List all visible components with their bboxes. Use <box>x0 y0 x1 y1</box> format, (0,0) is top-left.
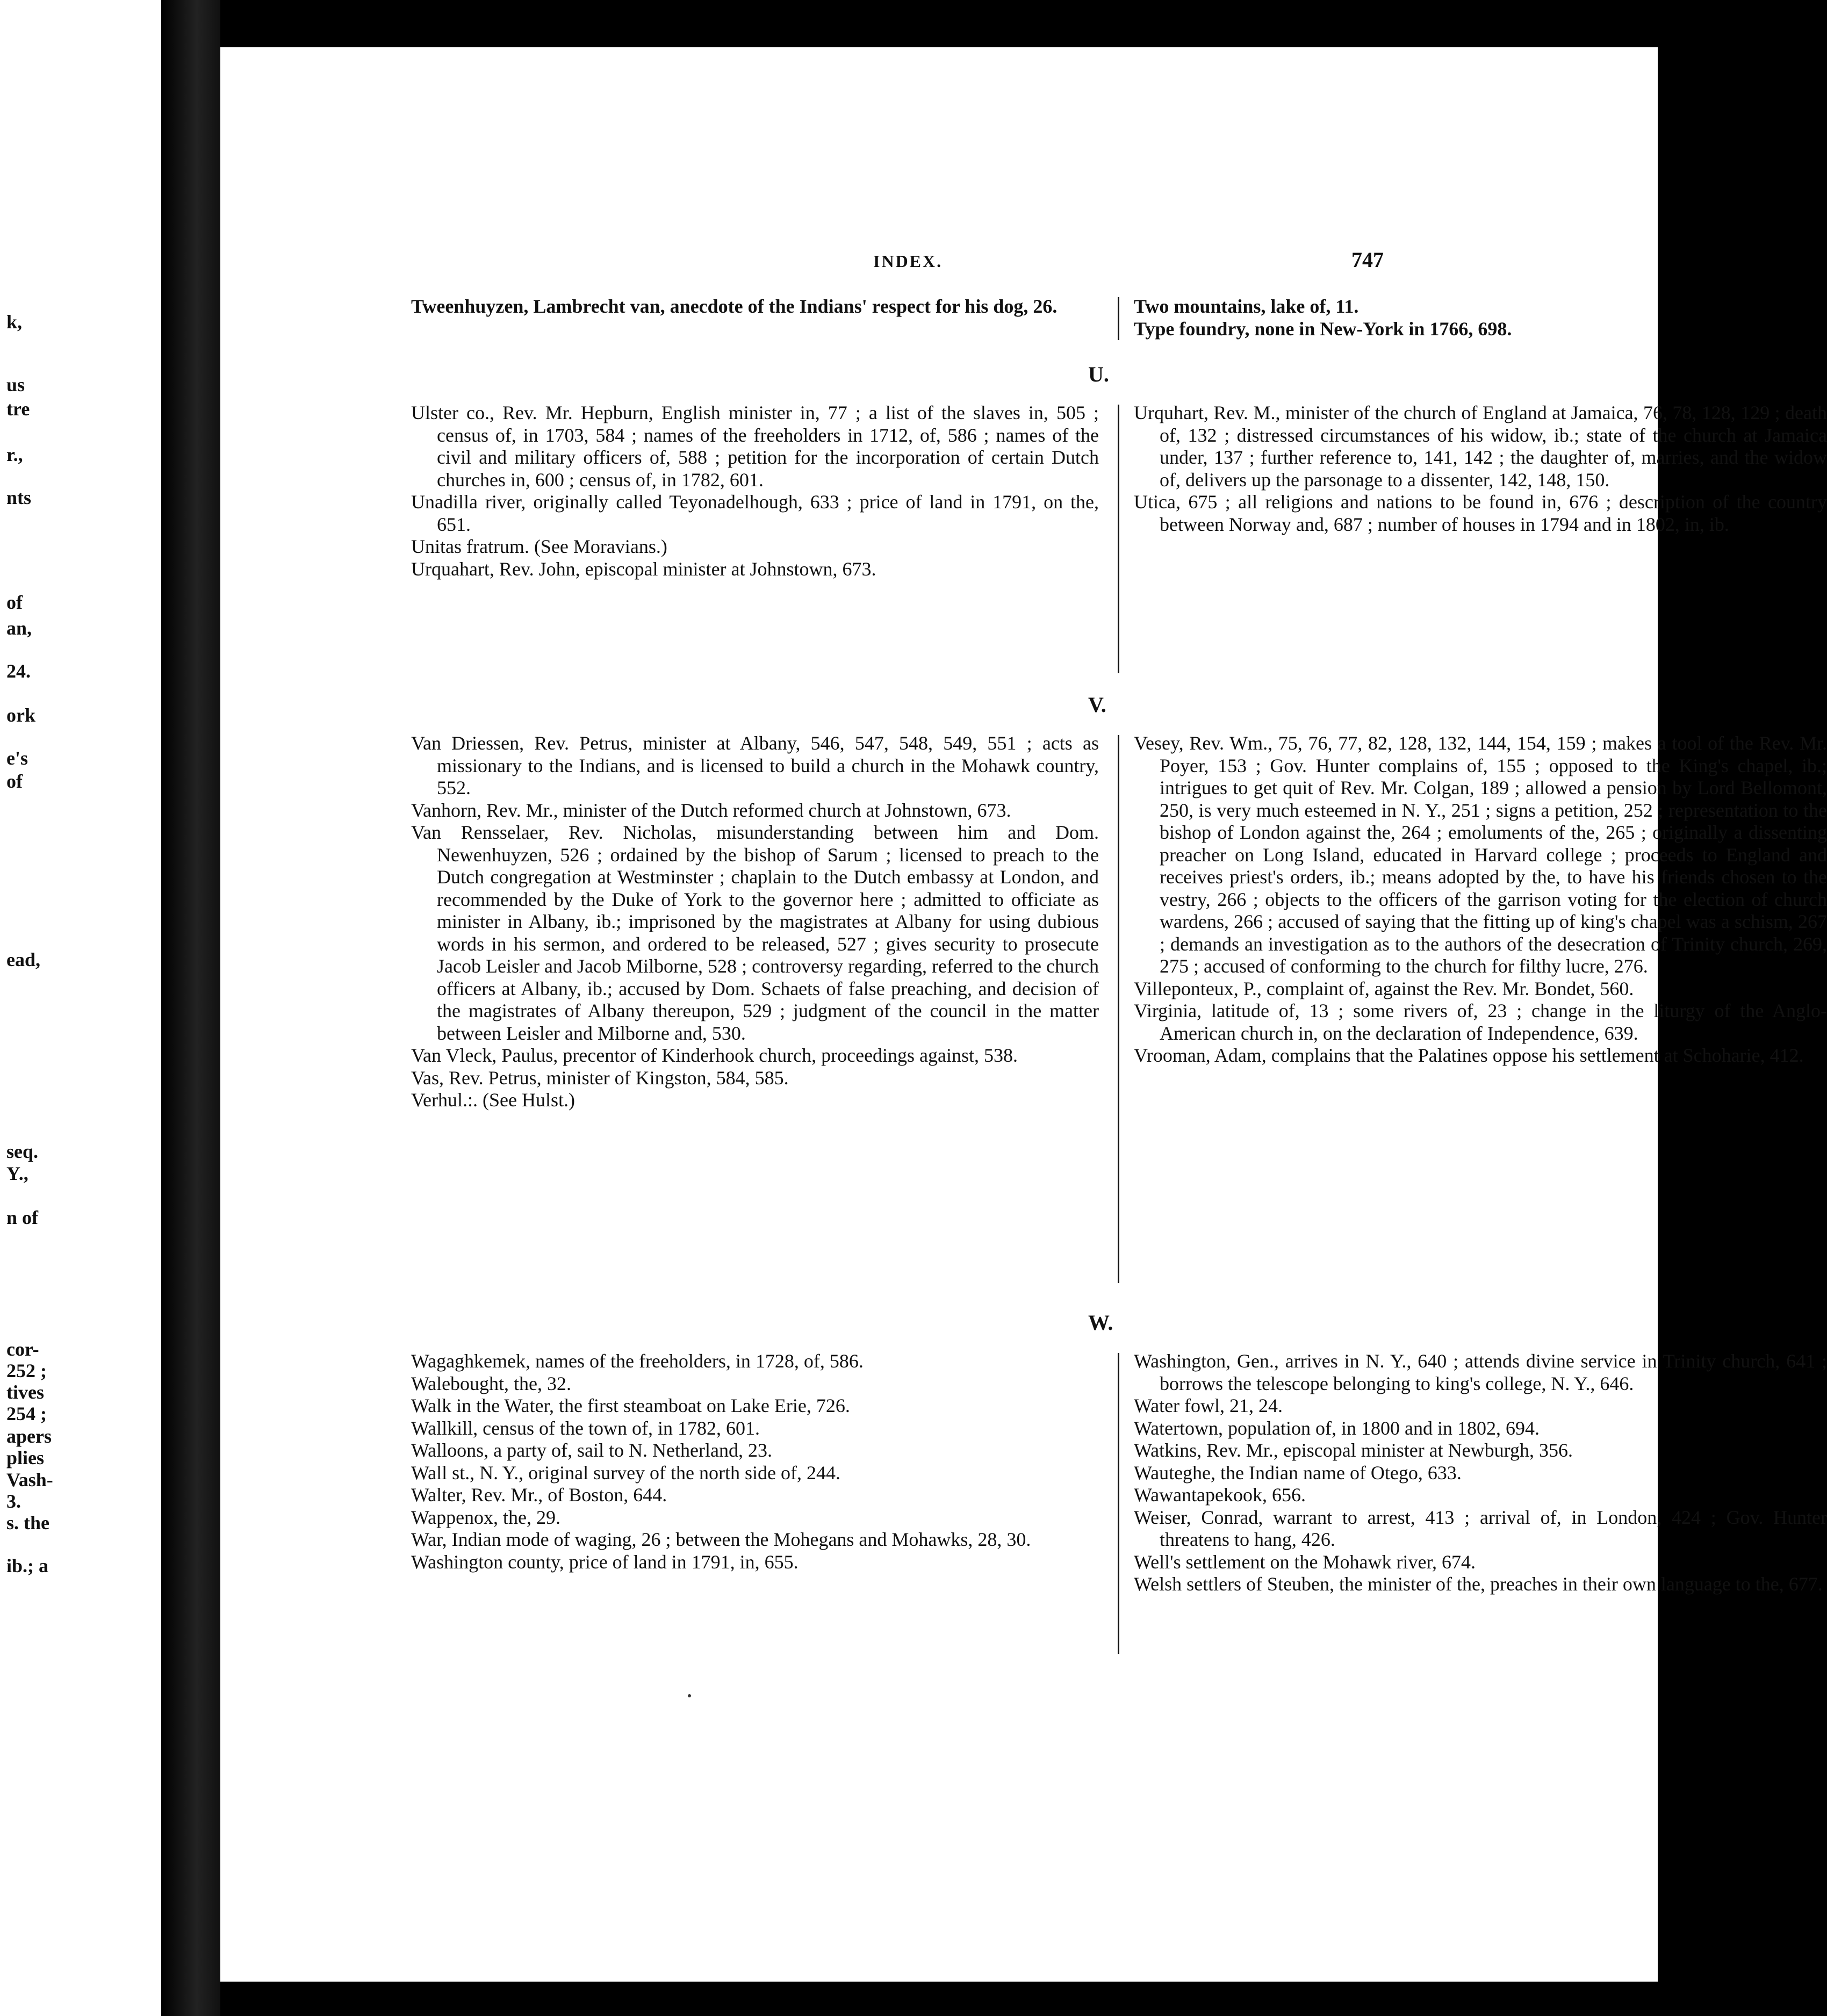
t-left-column <box>411 296 1099 318</box>
index-entry: Vesey, Rev. Wm., 75, 76, 77, 82, 128, 132, 144, 154, 159 ; makes a tool of the Rev. Mr. Poyer, 153 ; Gov. Hunter complains of, 155 ; opposed to the King's chapel, ib.; intrigues to get quit of Rev. Mr. Colgan, 189 ; allowed a pension by Lord Bellomont, 250, is very much esteemed in N. Y., 251 ; signs a petition, 252 ; representation to the bishop of London against the, 264 ; emoluments of the, 265 ; originally a dissenting preacher on Long Island, educated in Harvard college ; proceeds to England and receives priest's orders, ib.; means adopted by the, to have his friends chosen to the vestry, 266 ; objects to the officers of the garrison voting for the election of church wardens, 266 ; accused of saying that the fitting up of king's chapel was a schism, 267 ; demands an investigation as to the authors of the desecration of Trinity church, 269, 275 ; accused of conforming to the church for filthy lucre, 276. <box>1134 732 1827 977</box>
index-entry: Welsh settlers of Steuben, the minister of the, preaches in their own language to the, 677. <box>1134 1573 1823 1595</box>
index-page <box>220 47 1827 1982</box>
index-entry: Wall st., N. Y., original survey of the north side of, 244. <box>411 1461 840 1484</box>
previous-page-fragment-text: nts <box>6 487 32 508</box>
previous-page-fragment-text: seq. <box>6 1141 39 1162</box>
previous-page-fragment-text: Y., <box>6 1163 28 1184</box>
w-left-column <box>411 1350 1099 1573</box>
u-left-column <box>411 402 1099 580</box>
previous-page-fragment-text: 254 ; <box>6 1403 47 1424</box>
index-entry: Watertown, population of, in 1800 and in 1802, 694. <box>1134 1417 1540 1439</box>
w-right-column <box>1134 1350 1827 1596</box>
column-rule <box>1118 735 1119 1283</box>
u-right-column <box>1134 402 1827 536</box>
index-entry: Virginia, latitude of, 13 ; some rivers of, 23 ; change in the liturgy of the Anglo-American church in, on the declaration of Independence, 639. <box>1134 1000 1827 1044</box>
index-entry: Urquhart, Rev. M., minister of the church of England at Jamaica, 76, 78, 128, 129 ; death of, 132 ; distressed circumstances of his widow, ib.; state of the church at Jamaica under, 137 ; further reference to, 141, 142 ; the daughter of, marries, and the widow of, delivers up the parsonage to a dissenter, 142, 148, 150. <box>1134 402 1827 491</box>
previous-page-fragment-text: ead, <box>6 949 40 970</box>
index-entry: Wagaghkemek, names of the freeholders, in 1728, of, 586. <box>411 1350 864 1372</box>
previous-page-fragment-text: e's <box>6 747 28 769</box>
index-entry: Walloons, a party of, sail to N. Netherland, 23. <box>411 1439 772 1461</box>
previous-page-fragment-text: an, <box>6 617 32 639</box>
index-entry: Villeponteux, P., complaint of, against the Rev. Mr. Bondet, 560. <box>1134 977 1634 999</box>
column-rule <box>1118 405 1119 673</box>
index-entry: Verhul.:. (See Hulst.) <box>411 1089 575 1111</box>
index-entry: Washington county, price of land in 1791, in, 655. <box>411 1551 799 1573</box>
index-entry: Vas, Rev. Petrus, minister of Kingston, 584, 585. <box>411 1067 789 1089</box>
page-gutter <box>161 0 220 2016</box>
section-letter-u: U. <box>1088 362 1109 386</box>
previous-page-fragment <box>0 0 161 2016</box>
previous-page-fragment-text: Vash- <box>6 1469 53 1491</box>
page-number: 747 <box>1351 248 1384 272</box>
index-entry: Van Driessen, Rev. Petrus, minister at Albany, 546, 547, 548, 549, 551 ; acts as missionary to the Indians, and is licensed to build a church in the Mohawk country, 552. <box>411 732 1099 798</box>
v-left-column <box>411 732 1099 1112</box>
index-entry: Urquahart, Rev. John, episcopal minister at Johnstown, 673. <box>411 558 876 580</box>
index-entry: Two mountains, lake of, 11. <box>1134 296 1359 317</box>
previous-page-fragment-text: us <box>6 374 25 395</box>
index-entry: Utica, 675 ; all religions and nations to be found in, 676 ; description of the country between Norway and, 687 ; number of houses in 1794 and in 1802, in, ib. <box>1134 491 1827 535</box>
previous-page-fragment-text: k, <box>6 311 23 333</box>
index-entry: Wauteghe, the Indian name of Otego, 633. <box>1134 1461 1462 1484</box>
index-entry: Van Vleck, Paulus, precentor of Kinderhook church, proceedings against, 538. <box>411 1045 1018 1066</box>
previous-page-fragment-text: 252 ; <box>6 1360 47 1381</box>
index-entry: Weiser, Conrad, warrant to arrest, 413 ; arrival of, in London, 424 ; Gov. Hunter threatens to hang, 426. <box>1134 1506 1827 1550</box>
previous-page-fragment-text: cor- <box>6 1338 39 1360</box>
index-entry: Unadilla river, originally called Teyonadelhough, 633 ; price of land in 1791, on the, 651. <box>411 491 1099 535</box>
index-entry: Wappenox, the, 29. <box>411 1506 561 1528</box>
index-entry: Wallkill, census of the town of, in 1782, 601. <box>411 1417 760 1439</box>
index-entry-text: Unitas fratrum. (See Moravians.) <box>411 536 667 557</box>
section-letter-w: W. <box>1088 1311 1113 1335</box>
index-entry: Washington, Gen., arrives in N. Y., 640 ; attends divine service in Trinity church, 641 ; borrows the telescope belonging to king's college, N. Y., 646. <box>1134 1350 1827 1394</box>
previous-page-fragment-text: s. the <box>6 1512 49 1533</box>
index-entry: Water fowl, 21, 24. <box>1134 1395 1283 1416</box>
previous-page-fragment-text: apers <box>6 1425 52 1447</box>
index-entry: Type foundry, none in New-York in 1766, 698. <box>1134 318 1512 340</box>
previous-page-fragment-text: ork <box>6 704 35 726</box>
previous-page-fragment-text: tives <box>6 1381 44 1403</box>
index-entry: Walter, Rev. Mr., of Boston, 644. <box>411 1484 667 1506</box>
previous-page-text <box>0 0 161 2016</box>
index-entry: Tweenhuyzen, Lambrecht van, anecdote of the Indians' respect for his dog, 26. <box>411 296 1058 317</box>
index-entry: Ulster co., Rev. Mr. Hepburn, English minister in, 77 ; a list of the slaves in, 505 ; census of, in 1703, 584 ; names of the freeholders in 1712, of, 586 ; names of the civil and military officers of, 588 ; petition for the incorporation of certain Dutch churches in, 600 ; census of, in 1782, 601. <box>411 402 1099 491</box>
previous-page-fragment-text: tre <box>6 398 30 420</box>
index-entry: Well's settlement on the Mohawk river, 674. <box>1134 1551 1476 1573</box>
previous-page-fragment-text: 3. <box>6 1491 21 1512</box>
column-rule <box>1118 1353 1119 1654</box>
index-entry: Vanhorn, Rev. Mr., minister of the Dutch reformed church at Johnstown, 673. <box>411 799 1011 821</box>
index-entry: Vrooman, Adam, complains that the Palatines oppose his settlement at Schoharie, 412. <box>1134 1045 1804 1066</box>
previous-page-fragment-text: 24. <box>6 660 31 682</box>
index-entry: Van Rensselaer, Rev. Nicholas, misunderstanding between him and Dom. Newenhuyzen, 526 ; ordained by the bishop of Sarum ; licensed to preach to the Dutch congregation at Westminster ; chaplain to the Dutch embassy at London, and recommended by the Duke of York to the governor here ; admitted to officiate as minister in Albany, ib.; imprisoned by the magistrates at Albany for using dubious words in his sermon, and ordered to be released, 527 ; gives security to prosecute Jacob Leisler and Jacob Milborne, 528 ; controversy regarding, referred to the church officers at Albany, ib.; accused by Dom. Schaets of false preaching, and decision of the magistrates of Albany thereupon, 529 ; judgment of the council in the matter between Leisler and Milborne and, 530. <box>411 822 1099 1044</box>
index-entry: Walebought, the, 32. <box>411 1372 572 1394</box>
running-head: INDEX. <box>873 251 943 271</box>
index-entry: Walk in the Water, the first steamboat on Lake Erie, 726. <box>411 1395 850 1416</box>
section-letter-v: V. <box>1088 693 1106 717</box>
column-rule <box>1118 297 1119 340</box>
previous-page-fragment-text: of <box>6 771 23 792</box>
index-entry: Watkins, Rev. Mr., episcopal minister at Newburgh, 356. <box>1134 1439 1573 1461</box>
previous-page-fragment-text: n of <box>6 1207 39 1228</box>
previous-page-fragment-text: of <box>6 592 23 613</box>
index-entry: War, Indian mode of waging, 26 ; between the Mohegans and Mohawks, 28, 30. <box>411 1529 1031 1550</box>
t-right-column <box>1134 296 1827 340</box>
previous-page-fragment-text: r., <box>6 444 23 465</box>
v-right-column <box>1134 732 1827 1067</box>
previous-page-fragment-text: plies <box>6 1447 45 1468</box>
index-entry <box>411 536 1099 558</box>
index-entry: Wawantapekook, 656. <box>1134 1484 1306 1506</box>
previous-page-fragment-text: ib.; a <box>6 1555 49 1576</box>
print-speck <box>688 1694 691 1697</box>
